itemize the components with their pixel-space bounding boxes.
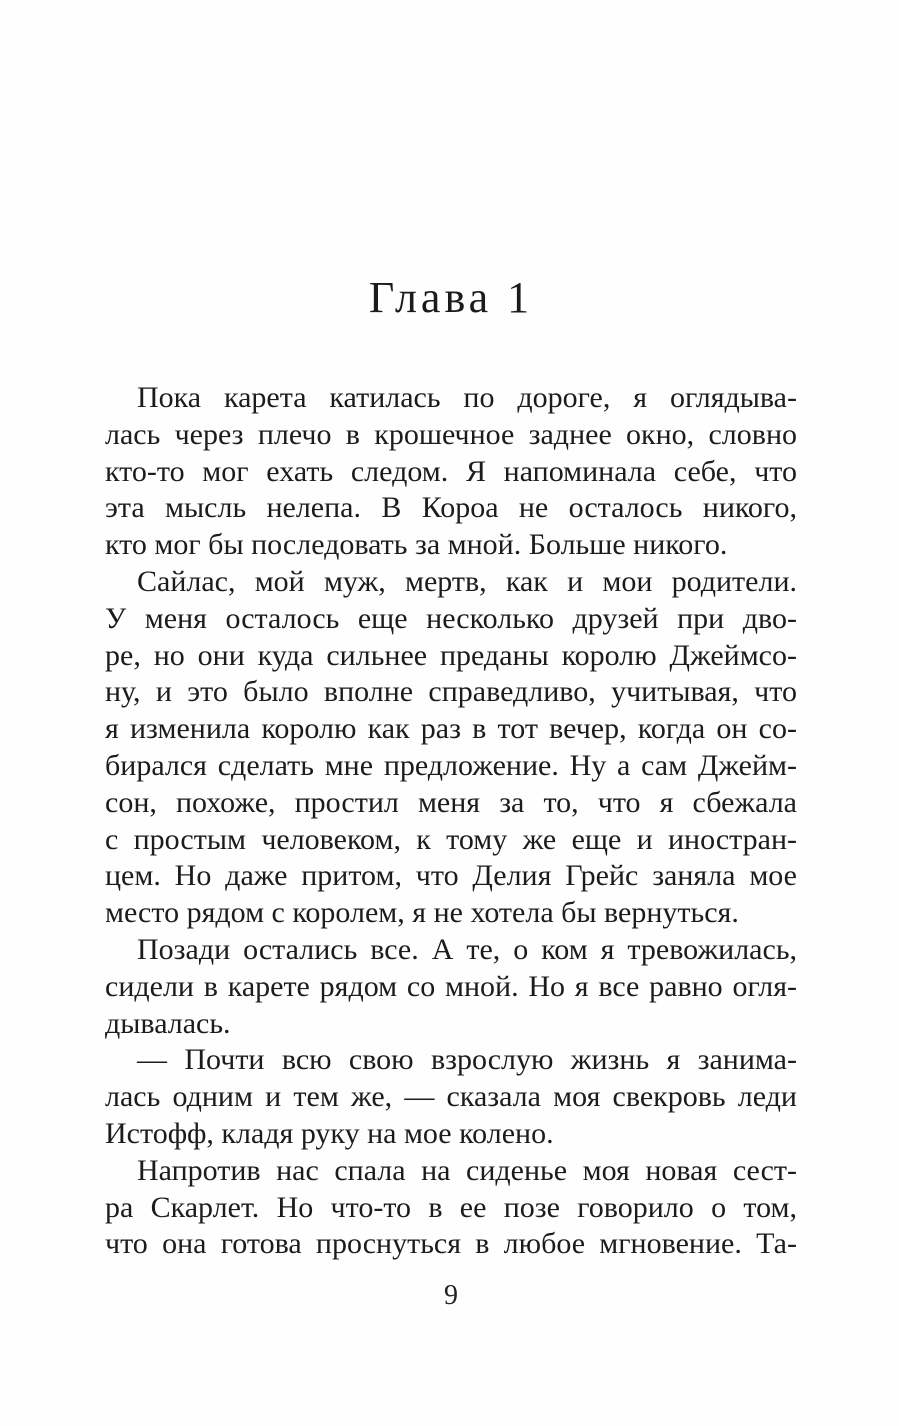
text-block — [105, 380, 797, 1263]
text-line: ну, и это было вполне справедливо, учитывая, что — [105, 675, 797, 709]
chapter-title: Глава 1 — [368, 273, 534, 322]
text-line: дывалась. — [105, 1006, 231, 1040]
paragraph — [105, 564, 797, 932]
text-line: Напротив нас спала на сиденье моя новая сест- — [137, 1153, 797, 1187]
text-line: лась через плечо в крошечное заднее окно, словно — [105, 417, 797, 451]
text-line: бирался сделать мне предложение. Ну а сам Джейм- — [105, 748, 797, 782]
paragraph — [105, 1153, 797, 1263]
paragraph — [105, 380, 797, 564]
text-line: кто-то мог ехать следом. Я напоминала себе, что — [105, 454, 797, 488]
page-number: 9 — [444, 1280, 458, 1311]
text-line: цем. Но даже притом, что Делия Грейс заняла мое — [105, 859, 797, 893]
paragraph — [105, 1042, 797, 1152]
text-line: кто мог бы последовать за мной. Больше никого. — [105, 528, 728, 562]
text-line: ре, но они куда сильнее преданы королю Джеймсо- — [105, 638, 797, 672]
text-line: сидели в карете рядом со мной. Но я все равно огля- — [105, 969, 797, 1003]
paragraph — [105, 932, 797, 1042]
text-line: ра Скарлет. Но что-то в ее позе говорило о том, — [105, 1190, 797, 1224]
text-line: Истофф, кладя руку на мое колено. — [105, 1116, 554, 1150]
text-line: У меня осталось еще несколько друзей при дво- — [105, 601, 797, 635]
text-line: Позади остались все. А те, о ком я тревожилась, — [137, 932, 797, 966]
text-line: Пока карета катилась по дороге, я оглядыва- — [137, 381, 797, 414]
text-line: я изменила королю как раз в тот вечер, когда он со- — [105, 712, 797, 746]
text-line: сон, похоже, простил меня за то, что я сбежала — [105, 785, 797, 819]
text-line: Сайлас, мой муж, мертв, как и мои родители. — [137, 564, 797, 598]
text-line: — Почти всю свою взрослую жизнь я занима- — [137, 1043, 797, 1077]
text-line: эта мысль нелепа. В Короа не осталось никого, — [105, 491, 797, 525]
text-line: место рядом с королем, я не хотела бы вернуться. — [105, 896, 739, 930]
text-line: лась одним и тем же, — сказала моя свекровь леди — [105, 1080, 797, 1114]
text-line: с простым человеком, к тому же еще и иностран- — [105, 822, 797, 856]
text-line: что она готова проснуться в любое мгновение. Та- — [105, 1227, 797, 1261]
